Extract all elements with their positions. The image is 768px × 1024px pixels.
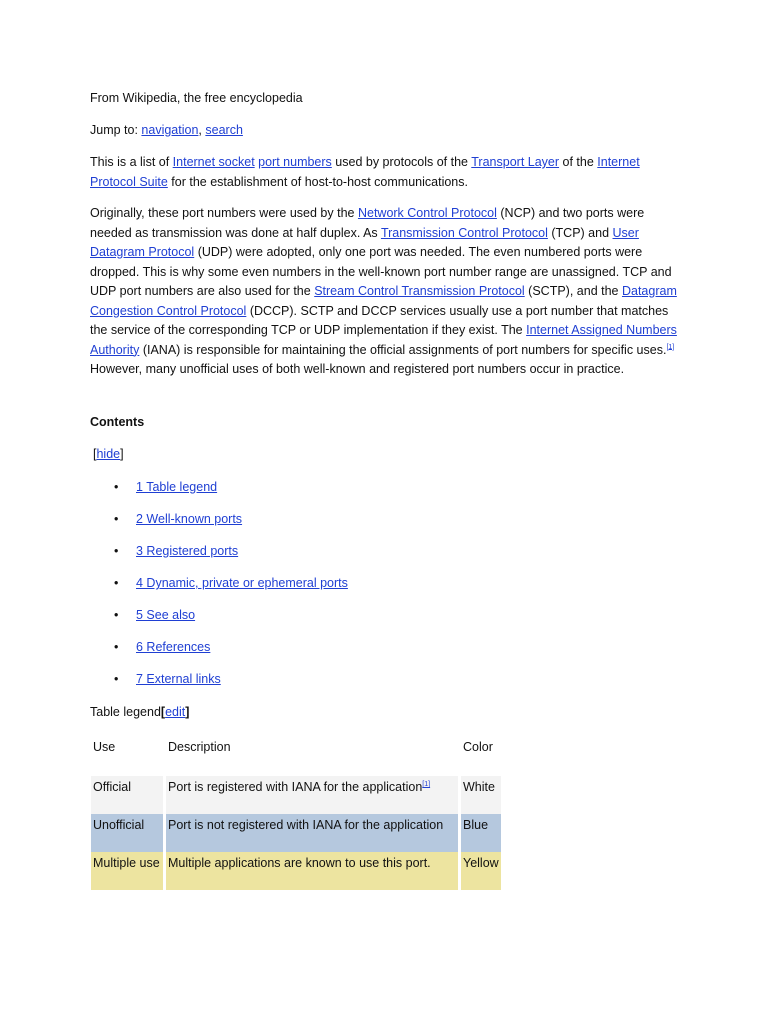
search-link[interactable]: search <box>205 123 243 137</box>
toc-link-table-legend[interactable]: 1 Table legend <box>136 480 218 494</box>
bullet-icon: • <box>114 544 119 558</box>
bullet-icon: • <box>114 608 119 622</box>
toc-link-references[interactable]: 6 References <box>136 640 211 654</box>
navigation-link[interactable]: navigation <box>141 123 199 137</box>
paragraph-text: (TCP) and <box>547 225 613 240</box>
from-text: From Wikipedia, the free encyclopedia <box>90 91 303 105</box>
cell-color <box>461 776 501 814</box>
cell-color <box>461 814 501 852</box>
history-paragraph <box>90 204 682 380</box>
from-wikipedia-line <box>90 91 682 105</box>
paragraph-text: (DCCP). SCTP and DCCP services usually use a port number that matches the service of the corresponding TCP or UDP implementation if they exist. The <box>90 303 669 337</box>
bracket-close: ] <box>120 447 124 461</box>
reference-1-link[interactable]: [1] <box>422 780 431 788</box>
reference-1-link[interactable]: [1] <box>666 343 675 351</box>
jump-to-line <box>90 123 682 137</box>
cell-use-text: Multiple use <box>93 856 160 870</box>
legend-table <box>88 736 504 890</box>
cell-color-text: Yellow <box>463 856 499 870</box>
jump-separator: , <box>198 123 206 137</box>
toc-link-well-known-ports[interactable]: 2 Well-known ports <box>136 512 243 526</box>
toc-item <box>90 671 348 703</box>
paragraph-text: (UDP) were adopted, only one port was needed. The even numbered ports were dropped. This is why some even numbers in the well-known port number range are unassigned. TCP and UDP port numbers are also used for the <box>90 245 672 298</box>
internet-socket-link[interactable]: Internet socket <box>172 155 255 169</box>
table-row <box>91 814 501 852</box>
cell-color <box>461 852 501 890</box>
cell-use <box>91 852 163 890</box>
bracket-close: ] <box>185 705 190 719</box>
internet-protocol-suite-link[interactable]: Internet Protocol Suite <box>90 155 640 189</box>
cell-color-text: Blue <box>463 818 489 832</box>
intro-text: used by protocols of the <box>331 155 472 169</box>
section-title: Table legend <box>90 705 161 719</box>
bullet-icon: • <box>114 512 119 526</box>
toc-link-external-links[interactable]: 7 External links <box>136 672 221 686</box>
cell-description <box>166 814 458 852</box>
paragraph-text: (SCTP), and the <box>524 284 622 298</box>
toc-item <box>90 639 348 671</box>
jump-prefix: Jump to: <box>90 123 142 137</box>
table-of-contents <box>90 479 348 703</box>
column-header-use: Use <box>93 740 116 754</box>
cell-description-text: Multiple applications are known to use this port. <box>168 856 431 870</box>
bracket-open: [ <box>93 447 97 461</box>
contents-toggle <box>93 447 685 461</box>
toc-link-see-also[interactable]: 5 See also <box>136 608 196 622</box>
transport-layer-link[interactable]: Transport Layer <box>471 155 560 169</box>
table-row <box>91 776 501 814</box>
cell-description <box>166 852 458 890</box>
paragraph-text: However, many unofficial uses of both well-known and registered port numbers occur in practice. <box>90 362 625 376</box>
paragraph-text: (NCP) and two ports were needed as transmission was done at half duplex. As <box>90 206 645 240</box>
column-header-description: Description <box>168 740 231 754</box>
tcp-link[interactable]: Transmission Control Protocol <box>380 225 548 240</box>
toc-item <box>90 575 348 607</box>
column-header-color: Color <box>463 740 493 754</box>
hide-contents-link[interactable]: hide <box>96 447 121 461</box>
dccp-link[interactable]: Datagram Congestion Control Protocol <box>90 284 677 318</box>
table-row <box>91 852 501 890</box>
udp-link[interactable]: User Datagram Protocol <box>90 225 639 259</box>
bullet-icon: • <box>114 480 119 494</box>
table-legend-heading <box>90 705 682 719</box>
cell-color-text: White <box>463 780 495 794</box>
cell-use <box>91 776 163 814</box>
edit-section-link[interactable]: edit <box>165 705 186 719</box>
toc-item <box>90 511 348 543</box>
sctp-link[interactable]: Stream Control Transmission Protocol <box>314 284 525 298</box>
legend-header-row <box>91 736 501 776</box>
toc-link-registered-ports[interactable]: 3 Registered ports <box>136 544 239 558</box>
paragraph-text: Originally, these port numbers were used by the <box>90 206 358 220</box>
cell-description <box>166 776 458 814</box>
bracket-open: [ <box>160 705 166 719</box>
intro-text: This is a list of <box>90 155 173 169</box>
bullet-icon: • <box>114 640 119 654</box>
bullet-icon: • <box>114 672 119 686</box>
cell-description-text: Port is not registered with IANA for the application <box>168 818 444 832</box>
cell-description-text: Port is registered with IANA for the application <box>168 780 423 794</box>
intro-text: of the <box>559 155 598 169</box>
cell-use-text: Official <box>93 780 131 794</box>
bullet-icon: • <box>114 576 119 590</box>
cell-use-text: Unofficial <box>93 818 145 832</box>
network-control-protocol-link[interactable]: Network Control Protocol <box>357 206 497 220</box>
intro-paragraph <box>90 153 682 192</box>
port-numbers-link[interactable]: port numbers <box>258 155 332 169</box>
toc-link-dynamic-ports[interactable]: 4 Dynamic, private or ephemeral ports <box>136 576 348 590</box>
toc-item <box>90 543 348 575</box>
paragraph-text: (IANA) is responsible for maintaining the official assignments of port numbers for specific uses. <box>139 342 667 357</box>
contents-heading: Contents <box>90 415 145 429</box>
toc-item <box>90 479 348 511</box>
iana-link[interactable]: Internet Assigned Numbers Authority <box>90 323 677 357</box>
intro-text: for the establishment of host-to-host communications. <box>167 174 468 189</box>
toc-item <box>90 607 348 639</box>
cell-use <box>91 814 163 852</box>
